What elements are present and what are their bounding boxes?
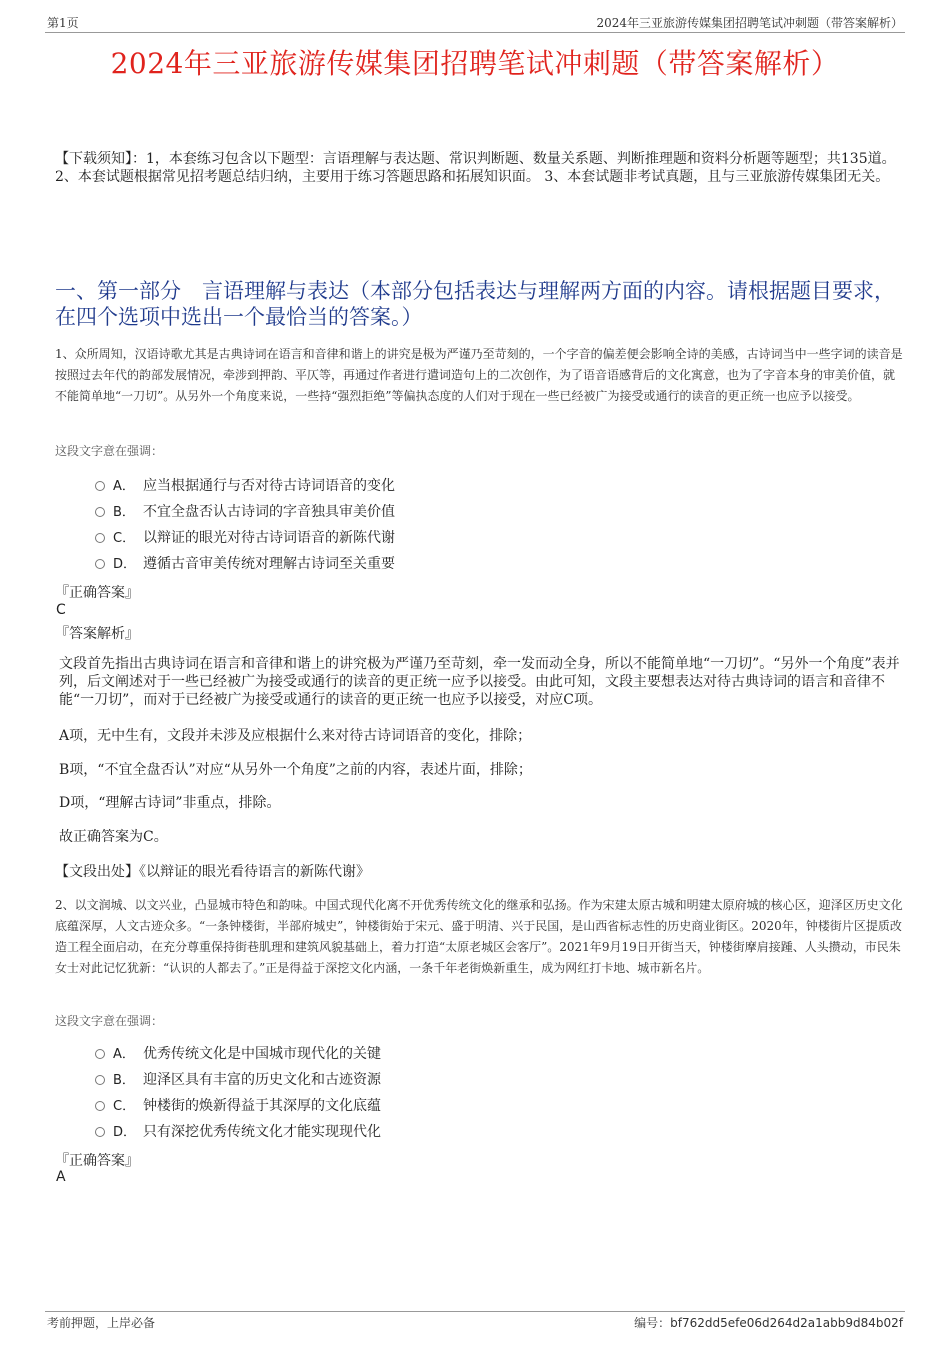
radio-icon[interactable] <box>95 1101 105 1111</box>
radio-icon[interactable] <box>95 559 105 569</box>
radio-icon[interactable] <box>95 1049 105 1059</box>
question-1-analysis-main: 文段首先指出古典诗词在语言和音律和谐上的讲究极为严谨乃至苛刻，牵一发而动全身，所以不能简单地“一刀切”。“另外一个角度”表并列，后文阐述对于一些已经被广为接受或通行的读音的更正统一应予以接受。由此可知，文段主要想表达对待古典诗词的语言和音律不能“一刀切”，而对于已经被广为接受或通行的读音的更正统一也应予以接受，对应C项。 <box>59 656 900 708</box>
question-1-analysis-d: D项，“理解古诗词”非重点，排除。 <box>59 795 281 811</box>
question-1-analysis-label: 『答案解析』 <box>55 626 139 642</box>
question-1-answer-label: 『正确答案』 <box>55 585 139 601</box>
footer-slogan: 考前押题，上岸必备 <box>47 1316 156 1330</box>
header-doc-title: 2024年三亚旅游传媒集团招聘笔试冲刺题（带答案解析） <box>596 16 903 30</box>
header-divider <box>45 32 905 33</box>
question-1-option-a[interactable]: A． 应当根据通行与否对待古诗词语音的变化 <box>95 475 395 497</box>
question-1-option-d[interactable]: D． 遵循古音审美传统对理解古诗词至关重要 <box>95 553 395 575</box>
question-1-analysis-conclusion: 故正确答案为C。 <box>59 829 168 845</box>
footer-divider <box>45 1311 905 1312</box>
page-number: 第1页 <box>47 16 79 30</box>
footer-code-value: bf762dd5efe06d264d2a1abb9d84b02f <box>670 1316 903 1330</box>
section-heading: 一、第一部分 言语理解与表达（本部分包括表达与理解两方面的内容。请根据题目要求，在四个选项中选出一个最恰当的答案。） <box>55 279 895 329</box>
question-2-option-d[interactable]: D． 只有深挖优秀传统文化才能实现现代化 <box>95 1121 381 1143</box>
question-1-analysis-b: B项，“不宜全盘否认”对应“从另外一个角度”之前的内容，表述片面，排除； <box>59 762 532 778</box>
question-2-answer: A <box>56 1169 66 1185</box>
question-2-text: 2、以文润城、以文兴业，凸显城市特色和韵味。中国式现代化离不开优秀传统文化的继承和弘扬。作为宋建太原古城和明建太原府城的核心区，迎泽区历史文化底蕴深厚，人文古迹众多。“一条钟楼街，半部府城史”，钟楼街始于宋元、盛于明清、兴于民国，是山西省标志性的历史商业街区。2020年，钟楼街片区提质改造工程全面启动，在充分尊重保持街巷肌理和建筑风貌基础上，着力打造“太原老城区会客厅”。2021年9月19日开街当天，钟楼街摩肩接踵、人头攒动，市民朱女士对此记忆犹新：“认识的人都去了。”正是得益于深挖文化内涵，一条千年老街焕新重生，成为网红打卡地、城市新名片。 <box>55 898 903 975</box>
radio-icon[interactable] <box>95 1127 105 1137</box>
question-1-option-c[interactable]: C． 以辩证的眼光对待古诗词语音的新陈代谢 <box>95 527 395 549</box>
question-1-prompt: 这段文字意在强调： <box>55 444 164 458</box>
radio-icon[interactable] <box>95 533 105 543</box>
page-title: 2024年三亚旅游传媒集团招聘笔试冲刺题（带答案解析） <box>110 47 840 80</box>
question-2-prompt: 这段文字意在强调： <box>55 1014 164 1028</box>
question-1-text: 1、众所周知，汉语诗歌尤其是古典诗词在语言和音律和谐上的讲究是极为严谨乃至苛刻的，一个字音的偏差便会影响全诗的美感，古诗词当中一些字词的读音是按照过去年代的韵部发展情况，牵涉到押韵、平仄等，再通过作者进行遣词造句上的二次创作，为了语音语感背后的文化寓意，也为了字音本身的审美价值，就不能简单地“一刀切”。从另外一个角度来说，一些持“强烈拒绝”等偏执态度的人们对于现在一些已经被广为接受或通行的读音的更正统一也应予以接受。 <box>55 347 903 403</box>
download-notice: 【下载须知】：1，本套练习包含以下题型：言语理解与表达题、常识判断题、数量关系题、判断推理题和资料分析题等题型；共135道。 2、本套试题根据常见招考题总结归纳，主要用于练习答题思路和拓展知识面。 3、本套试题非考试真题，且与三亚旅游传媒集团无关。 <box>55 151 896 185</box>
question-2-answer-label: 『正确答案』 <box>55 1153 139 1169</box>
footer-code <box>634 1314 903 1331</box>
footer-code-label: 编号： <box>634 1316 671 1330</box>
question-2-option-b[interactable]: B． 迎泽区具有丰富的历史文化和古迹资源 <box>95 1069 381 1091</box>
question-2-option-c[interactable]: C． 钟楼街的焕新得益于其深厚的文化底蕴 <box>95 1095 381 1117</box>
question-1-option-b[interactable]: B． 不宜全盘否认古诗词的字音独具审美价值 <box>95 501 395 523</box>
question-1-answer: C <box>56 602 66 618</box>
radio-icon[interactable] <box>95 507 105 517</box>
radio-icon[interactable] <box>95 1075 105 1085</box>
question-2-option-a[interactable]: A． 优秀传统文化是中国城市现代化的关键 <box>95 1043 381 1065</box>
radio-icon[interactable] <box>95 481 105 491</box>
question-1-analysis-a: A项，无中生有，文段并未涉及应根据什么来对待古诗词语音的变化，排除； <box>59 728 532 744</box>
question-1-source: 【文段出处】《以辩证的眼光看待语言的新陈代谢》 <box>55 864 370 880</box>
